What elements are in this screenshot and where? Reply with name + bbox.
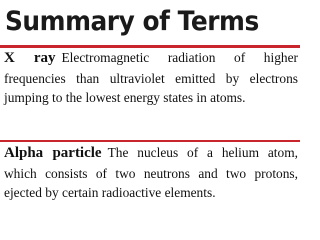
term-x-ray: X ray xyxy=(4,50,56,66)
definition-alpha-particle: The nucleus of a helium atom, which consists of two neutrons and two protons, ejected by certain radioactive elements. xyxy=(4,145,298,200)
middle-divider xyxy=(0,140,300,142)
term-entry-alpha-particle xyxy=(4,143,298,203)
page-title: Summary of Terms xyxy=(5,6,259,37)
term-alpha-particle: Alpha particle xyxy=(4,145,102,161)
term-entry-x-ray xyxy=(4,48,298,108)
definition-x-ray: Electromagnetic radiation of higher frequencies than ultraviolet emitted by electrons jumping to the lowest energy states in atoms. xyxy=(4,50,298,105)
